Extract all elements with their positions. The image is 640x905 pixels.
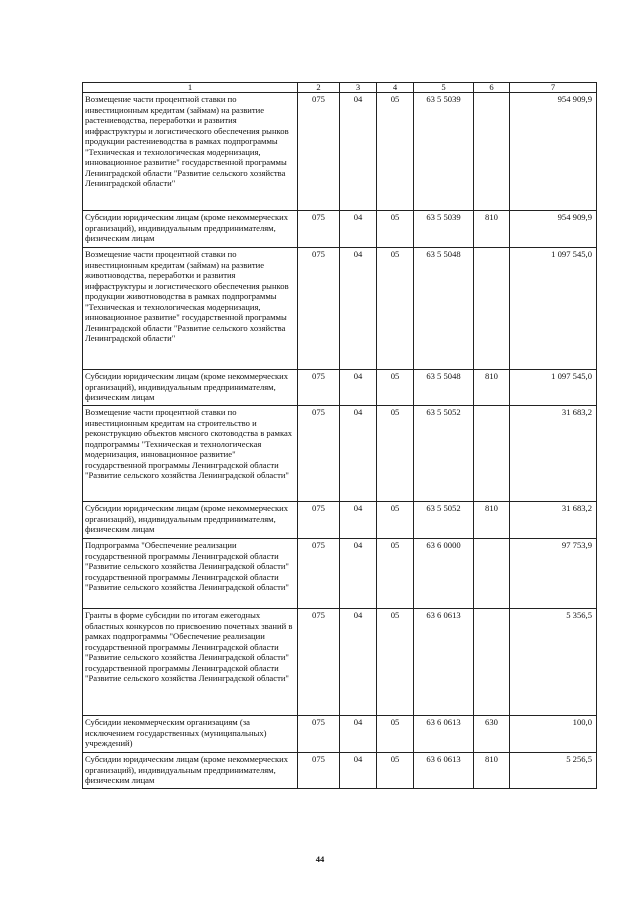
row-ministry-code: 075 bbox=[298, 93, 340, 211]
column-header: 2 bbox=[298, 83, 340, 93]
table-row bbox=[83, 609, 597, 716]
row-subsection-code: 05 bbox=[377, 502, 414, 539]
row-target-article: 63 6 0613 bbox=[414, 716, 474, 753]
row-subsection-code: 05 bbox=[377, 609, 414, 716]
row-ministry-code: 075 bbox=[298, 211, 340, 248]
row-amount: 954 909,9 bbox=[510, 211, 597, 248]
row-expense-type bbox=[474, 93, 510, 211]
row-expense-type bbox=[474, 406, 510, 502]
table-row bbox=[83, 502, 597, 539]
row-amount: 1 097 545,0 bbox=[510, 370, 597, 406]
row-expense-type: 810 bbox=[474, 502, 510, 539]
column-header: 1 bbox=[83, 83, 298, 93]
row-target-article: 63 5 5052 bbox=[414, 406, 474, 502]
row-ministry-code: 075 bbox=[298, 539, 340, 609]
row-target-article: 63 6 0613 bbox=[414, 753, 474, 789]
row-ministry-code: 075 bbox=[298, 609, 340, 716]
row-section-code: 04 bbox=[340, 539, 377, 609]
row-target-article: 63 5 5052 bbox=[414, 502, 474, 539]
column-header: 5 bbox=[414, 83, 474, 93]
row-expense-type: 810 bbox=[474, 211, 510, 248]
column-header: 4 bbox=[377, 83, 414, 93]
table-row bbox=[83, 370, 597, 406]
row-ministry-code: 075 bbox=[298, 502, 340, 539]
column-header: 7 bbox=[510, 83, 597, 93]
row-section-code: 04 bbox=[340, 406, 377, 502]
table-row bbox=[83, 753, 597, 789]
table-header-row bbox=[83, 83, 597, 93]
row-section-code: 04 bbox=[340, 716, 377, 753]
row-amount: 31 683,2 bbox=[510, 406, 597, 502]
table-row bbox=[83, 211, 597, 248]
row-ministry-code: 075 bbox=[298, 753, 340, 789]
row-subsection-code: 05 bbox=[377, 248, 414, 370]
row-ministry-code: 075 bbox=[298, 370, 340, 406]
row-subsection-code: 05 bbox=[377, 539, 414, 609]
row-target-article: 63 5 5048 bbox=[414, 370, 474, 406]
row-amount: 1 097 545,0 bbox=[510, 248, 597, 370]
row-amount: 31 683,2 bbox=[510, 502, 597, 539]
row-section-code: 04 bbox=[340, 502, 377, 539]
row-name: Возмещение части процентной ставки по инвестиционным кредитам на строительство и реконструкцию объектов мясного скотоводства в рамках подпрограммы "Техническая и технологическая модернизация, инновационное развитие" государственной программы Ленинградской области "Развитие сельского хозяйства Ленинградской области" bbox=[83, 406, 298, 502]
row-subsection-code: 05 bbox=[377, 716, 414, 753]
row-expense-type bbox=[474, 539, 510, 609]
row-expense-type bbox=[474, 248, 510, 370]
row-ministry-code: 075 bbox=[298, 716, 340, 753]
row-ministry-code: 075 bbox=[298, 406, 340, 502]
page-number: 44 bbox=[315, 854, 325, 864]
row-name: Возмещение части процентной ставки по инвестиционным кредитам (займам) на развитие растениеводства, переработки и развития инфраструктуры и логистического обеспечения рынков продукции растениеводства в рамках подпрограммы "Техническая и технологическая модернизация, инновационное развитие" государственной программы Ленинградской области "Развитие сельского хозяйства Ленинградской области" bbox=[83, 93, 298, 211]
row-name: Субсидии некоммерческим организациям (за исключением государственных (муниципальных) учреждений) bbox=[83, 716, 298, 753]
row-section-code: 04 bbox=[340, 370, 377, 406]
budget-table bbox=[82, 82, 597, 789]
row-subsection-code: 05 bbox=[377, 211, 414, 248]
row-expense-type: 810 bbox=[474, 753, 510, 789]
table-row bbox=[83, 248, 597, 370]
row-name: Гранты в форме субсидии по итогам ежегодных областных конкурсов по присвоению почетных званий в рамках подпрограммы "Обеспечение реализации государственной программы Ленинградской области "Развитие сельского хозяйства Ленинградской области" государственной программы Ленинградской области "Развитие сельского хозяйства Ленинградской области" bbox=[83, 609, 298, 716]
row-target-article: 63 6 0000 bbox=[414, 539, 474, 609]
row-name: Субсидии юридическим лицам (кроме некоммерческих организаций), индивидуальным предпринимателям, физическим лицам bbox=[83, 370, 298, 406]
column-header: 6 bbox=[474, 83, 510, 93]
row-name: Подпрограмма "Обеспечение реализации государственной программы Ленинградской области "Развитие сельского хозяйства Ленинградской области" государственной программы Ленинградской области "Развитие сельского хозяйства Ленинградской области" bbox=[83, 539, 298, 609]
row-subsection-code: 05 bbox=[377, 370, 414, 406]
row-ministry-code: 075 bbox=[298, 248, 340, 370]
row-amount: 5 256,5 bbox=[510, 753, 597, 789]
row-section-code: 04 bbox=[340, 211, 377, 248]
table-row bbox=[83, 93, 597, 211]
row-subsection-code: 05 bbox=[377, 93, 414, 211]
row-section-code: 04 bbox=[340, 248, 377, 370]
row-section-code: 04 bbox=[340, 753, 377, 789]
row-name: Возмещение части процентной ставки по инвестиционным кредитам (займам) на развитие животноводства, переработки и развития инфраструктуры и логистического обеспечения рынков продукции животноводства в рамках подпрограммы "Техническая и технологическая модернизация, инновационное развитие" государственной программы Ленинградской области "Развитие сельского хозяйства Ленинградской области" bbox=[83, 248, 298, 370]
row-name: Субсидии юридическим лицам (кроме некоммерческих организаций), индивидуальным предпринимателям, физическим лицам bbox=[83, 502, 298, 539]
row-target-article: 63 5 5039 bbox=[414, 211, 474, 248]
row-subsection-code: 05 bbox=[377, 406, 414, 502]
row-target-article: 63 6 0613 bbox=[414, 609, 474, 716]
row-amount: 5 356,5 bbox=[510, 609, 597, 716]
row-name: Субсидии юридическим лицам (кроме некоммерческих организаций), индивидуальным предпринимателям, физическим лицам bbox=[83, 211, 298, 248]
row-section-code: 04 bbox=[340, 609, 377, 716]
row-subsection-code: 05 bbox=[377, 753, 414, 789]
table-row bbox=[83, 716, 597, 753]
row-target-article: 63 5 5039 bbox=[414, 93, 474, 211]
row-expense-type: 630 bbox=[474, 716, 510, 753]
row-amount: 100,0 bbox=[510, 716, 597, 753]
row-amount: 954 909,9 bbox=[510, 93, 597, 211]
row-target-article: 63 5 5048 bbox=[414, 248, 474, 370]
row-expense-type: 810 bbox=[474, 370, 510, 406]
table-row bbox=[83, 539, 597, 609]
row-name: Субсидии юридическим лицам (кроме некоммерческих организаций), индивидуальным предпринимателям, физическим лицам bbox=[83, 753, 298, 789]
table-row bbox=[83, 406, 597, 502]
row-section-code: 04 bbox=[340, 93, 377, 211]
column-header: 3 bbox=[340, 83, 377, 93]
row-amount: 97 753,9 bbox=[510, 539, 597, 609]
row-expense-type bbox=[474, 609, 510, 716]
